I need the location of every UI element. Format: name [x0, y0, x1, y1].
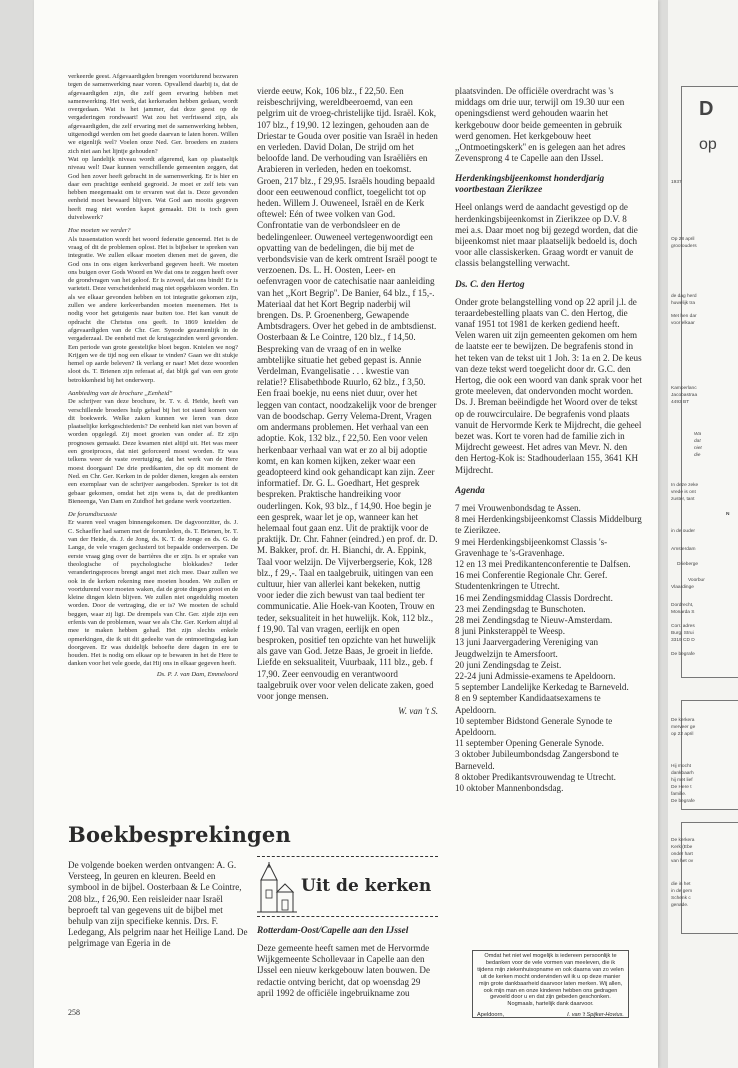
fragment: in de ouder	[671, 529, 696, 534]
news-heading: Rotterdam-Oost/Capelle aan den IJssel	[257, 926, 409, 936]
fragment: dat	[694, 439, 701, 444]
section-title: Boekbesprekingen	[68, 822, 291, 847]
agenda-list	[455, 503, 642, 794]
fragment: niet	[694, 446, 702, 451]
fragment: Dordrecht,	[671, 603, 694, 608]
news-text: Deze gemeente heeft samen met de Hervormde Wijkgemeente Schollevaar in Capelle aan den IJssel een nieuw kerkgebouw laten bouwen. De redactie ontving bericht, dat op woensdag 29 april 1992 de officiële ingebruikname zou	[257, 943, 430, 998]
agenda-item: 22-24 juni Admissie-examens te Apeldoorn.	[455, 670, 616, 681]
section-heading: Hoe moeten we verder?	[68, 227, 131, 235]
agenda-item: 10 september Bidstond Generale Synode te Apeldoorn.	[455, 715, 613, 737]
fragment: 1937	[671, 180, 682, 185]
fragment: De begrafe	[671, 799, 695, 804]
notice-name: I. van 't Spijker-Hovius.	[567, 1012, 624, 1019]
fragment: op 22 april	[671, 732, 694, 737]
agenda-item: 3 oktober Jubileumbondsdag Zangersbond te Barneveld.	[455, 749, 619, 771]
section-text: Er waren veel vragen binnengekomen. De dagvoorzitter, ds. J. C. Schaeffer had samen met de forumleden, ds. T. Brienen, br. T. van der Heide, ds. J. de Jong, ds. K. T. de Jonge en ds. G. de Lange, de vele vragen geclusterd tot bepaalde onderwerpen. De eerste vraag ging over de barrières die er zijn. Is er sprake van theologische of psychologische blokkades? Ieder veranderingsproces brengt angst met zich mee. Daar zullen we ook in de kerken rekening mee moeten houden. We zullen er voortdurend voor moeten waken, dat de grote dingen groot en de kleine dingen klein blijven. We zullen niet ongeduldig moeten worden. Door de vertraging, die er is? We moeten de schuld beggen, waar zij ligt. De drempels van Chr. Ger. zijde zijn een erfenis van de problemen, waar we als Chr. Ger. Kerken altijd al mee te maken hebben gehad. Het zijn slechts enkele opmerkingen, die ik uit dit gedeelte van de ontmoetingsdag kan doorgeven. Er was duidelijk behoefte dere dagen in ere te houden. Het is nodig om elkaar op te bewaren in het de Here te danken voor het vele goede, dat Hij ons in elkaar gegeven heeft.	[68, 519, 238, 668]
fragment: onder hart	[671, 852, 693, 857]
fragment: vrede is ont	[671, 490, 696, 495]
section-heading: De forumdiscussie	[68, 511, 117, 519]
fragment: Vlaardinge	[671, 585, 694, 590]
news-heading: Ds. C. den Hertog	[455, 279, 525, 290]
fragment: hij met lief	[671, 778, 693, 783]
section-text: Als tussenstation wordt het woord federatie genoemd. Het is de vraag of dit de problemen oplost. Het is bijbelser te spreken van integratie. We zullen elkaar moeten dienen met de gaven, die God ons in ons eigen kerkverband gegeven heeft. We moeten ons buigen over Gods Woord en We dat ons te zeggen heeft over de grondvragen van het geloof. Er is zoveel, dat ons bindt! Er is varieteit. Deze verscheidenheid mag niet opgeblazen worden. En als we elkaar gevonden hebben en tot integratie gekomen zijn, zullen we andere kerkverbanden moeten meenemen. Het is nodig voor het getuigenis naar buiten toe. Het kan vanuit de opdracht die Christus ons geeft. In 1869 knielden de afgevaardigden van de Chr. Ger. Synode gezamenlijk in de vergaderzaal. De eenheid met de kruisgezinden werd gevonden. Een periode van grote geestelijke bloei begon. Knielen we nog? Krijgen we de tijd nog een elkaar te vinden? Gaan we dit stukje hemel op aarde beleven? Ik verlang er naar! Met deze woorden sloot ds. T. Brienen zijn referaat af, dat blijk gaf van een grote betrokkenheid bij het onderwerp.	[68, 235, 238, 384]
fragment: zuster, tant	[671, 497, 695, 502]
fragment: 3319 CD D	[671, 638, 695, 643]
agenda-item: 23 mei Zendingsdag te Bunschoten.	[455, 603, 586, 614]
fragment: Op 28 april	[671, 237, 695, 242]
fragment: Drieberge	[677, 562, 699, 567]
fragment: die	[694, 453, 701, 458]
fragment: Wa	[694, 432, 702, 437]
fragment: op	[699, 136, 717, 153]
news-heading: Herdenkingsbijeenkomst honderdjarig voortbestaan Zierikzee	[455, 174, 605, 196]
fragment: die in het	[671, 882, 691, 887]
fragment: Monarda S	[671, 610, 695, 615]
page-number: 258	[68, 1008, 80, 1017]
fragment: huwelijk tra	[671, 301, 695, 306]
agenda-item: 12 en 13 mei Predikantenconferentie te Dalfsen.	[455, 558, 631, 569]
agenda-item: 8 oktober Predikantsvrouwendag te Utrecht.	[455, 771, 616, 782]
fragment: in de gem	[671, 889, 693, 894]
notice-text: Omdat het niet wel mogelijk is iedereen persoonlijk te bedanken voor de vele vormen van meeleven, die ik tijdens mijn ziekenhuisopname en ook daarna van zo velen uit de kerken mocht ondervinden wil ik u op deze manier mijn grote dankbaarheid daarvoor laten merken. Wij allen, ook mijn man en onze kinderen hebben ons gedragen gevoeld door u en dat zijn gebeden geschonken. Nogmaals, hartelijk dank daarvoor.	[477, 953, 624, 1008]
fragment: dankbaarh	[671, 771, 694, 776]
fragment: Schenk c	[671, 896, 691, 901]
next-page	[668, 0, 738, 1068]
agenda-item: 10 oktober Mannenbondsdag.	[455, 782, 564, 793]
fragment: N	[726, 512, 730, 517]
fragment: De Here t	[671, 785, 692, 790]
news-text: Heel onlangs werd de aandacht gevestigd op de herdenkingsbijeenkomst in Zierikzee op D.V. 8 mei a.s. Daar moet nog bij gezegd worden, dat die bijeenkomst niet maar plaatselijk bedoeld is, doch voor alle classiskerken. Graag wordt er vanuit de classis belangstelling verwacht.	[455, 202, 638, 269]
divider	[257, 856, 438, 857]
fragment: D	[699, 98, 714, 120]
notice-signature	[477, 1012, 624, 1019]
agenda-item: 7 mei Vrouwenbondsdag te Assen.	[455, 502, 581, 513]
fragment: grootouders	[671, 244, 697, 249]
agenda-item: 16 mei Conferentie Regionale Chr. Geref. Studentenkringen te Utrecht.	[455, 570, 608, 592]
fragment: Jacobastraa	[671, 393, 698, 398]
fragment: Voorbur	[688, 578, 705, 583]
fragment: De kerkera	[671, 838, 695, 843]
paragraph: plaatsvinden. De officiële overdracht was 's middags om drie uur, terwijl om 19.30 uur een openingsdienst werd gehouden waarin het kerkgebouw door beide gemeenten in gebruik werd genomen. Het kerkgebouw heet ,,Ontmoetingskerk'' en is gelegen aan het adres Zevensprong 4 te Capelle aan den IJssel.	[455, 86, 626, 164]
paragraph: De volgende boeken werden ontvangen: A. G. Versteeg, In geuren en kleuren. Beeld en symbool in de bijbel. Oosterbaan & Le Cointre, 208 blz., f 26,90. Een reisleider naar Israël beproeft tal van gegevens uit de bijbel met behulp van zijn specifieke kennis. Drs. F. Ledegang, Als pelgrim naar het Heilige Land. De pelgrimage van Egeria in de	[68, 860, 248, 949]
fragment: voor elkaar	[671, 321, 695, 326]
church-illustration-icon	[257, 862, 297, 914]
section-heading: Aanbieding van de brochure ,,Eenheid''	[68, 389, 173, 397]
banner-title: Uit de kerken	[301, 876, 432, 896]
author-signature: Ds. P. J. van Dam, Emmeloord	[156, 670, 238, 678]
agenda-item: 9 mei Herdenkingsbijeenkomst Classis 's-Gravenhage te 's-Gravenhage.	[455, 536, 608, 558]
agenda-heading: Agenda	[455, 485, 485, 496]
fragment: merveer ge	[671, 725, 696, 730]
agenda-item: 5 september Landelijke Kerkedag te Barneveld.	[455, 682, 629, 693]
agenda-item: 8 mei Herdenkingsbijeenkomst Classis Middelburg te Zierikzee.	[455, 514, 642, 536]
fragment: De begrafe	[671, 652, 695, 657]
paragraph: Wat op landelijk niveau wordt afgeremd, kan op plaatselijk niveau wel! Daar kunnen verschillende gemeenten zeggen, dat God hen zover heeft gebracht in de samenwerking. Er is hier en daar een prachtige eenheid gegroeid. Je moet er zelf iets van hebben meegemaakt om te ervaren wat dat is. Deze gevonden eenheid moet bewaard blijven. Wat God aan mooits gegeven heeft mag niet worden kapot gemaakt. Dit is toch geen duivelswerk?	[68, 155, 238, 222]
agenda-item: 13 juni Jaarvergadering Vereniging van Jeugdwelzijn te Amersfoort.	[455, 637, 599, 659]
fragment: 4493 BT	[671, 400, 690, 405]
announcement-box	[681, 700, 738, 810]
church-news	[257, 926, 438, 1016]
book-reviews-text: vierde eeuw, Kok, 106 blz., f 22,50. Een reisbeschrijving, wereldbeeroemd, van een pelgrim uit de vroeg-christelijke tijd. Israël. Kok, 107 blz., f 19,90. 12 lezingen, gehouden aan de Driestar te Gouda over positie van Israël in heden en verleden. David Dolan, De strijd om het beloofde land. De verhouding van Israëliërs en Arabieren in verleden, heden en toekomst. Groen, 217 blz., f 29,95. Israëls houding bepaald door een eeuwenoud conflict, toegelicht tot op heden. Willem J. Ouweneel, Israël en de Kerk oftewel: Eén of twee volken van God. Confrontatie van de verbondsleer en de bedelingenleer. Ouweneel vertegenwoordigt een opvatting van de bedelingen, die bij met de verbondsvisie van de kerk omtrent Israël poogt te verzoenen. Ds. L. H. Oosten, Leer- en oefenvragen voor de catechisatie naar aanleiding van het ,,Kort Begrip''. De Banier, 64 blz., f 15,-. Materiaal dat het Kort Begrip naderbij wil brengen. Ds. P. Groenenberg, Gewapende Ambtsdragers. Over het gebed in de ambtsdienst. Oosterbaan & Le Cointre, 120 blz., f 14,50. Bespreking van de vraag of en in welke ambtelijke situatie het gebed gepast is. Annie Verdelman, Evangelisatie . . . kwestie van relatie!? Elisabethbode Ruurlo, 62 blz., f 3,50. Een fraai boekje, nu eens niet duur, over het leggen van contact, noodzakelijk voor de brenger van de boodschap. Gerry Velema-Drent, Vragen om andermans problemen. Het verhaal van een adoptie. Kok, 132 blz., f 22,50. Een voor velen herkenbaar verhaal van wat er zo al bij adoptie komt, en kan komen kijken, zeker waar een geadopteerd kind ook gehandicapt kan zijn. Zeer informatief. Dr. G. L. Goedhart, Het gesprek bespreken. Praktische handreiking voor ouderlingen. Kok, 93 blz., f 14,90. Hoe begin je een gesprek, waar let je op, wanneer kan het helemaal fout gaan enz. Uit de praktijk voor de praktijk. Dr. Chr. Fahner (eindred.) en prof. dr. D. M. Bakker, prof. dr. H. Bianchi, dr. A. Eppink, Taal voor welzijn. De Vijverbergserie, Kok, 128 blz., f 29,-. Taal en taalgebruik, uitingen van een cultuur, hier van allerlei kant bekeken, nuttig voor ieder die zich bewust van taal bedient ter communicatie. Alie Hoek-van Kooten, Trouw en teder, seksualiteit in het huwelijk. Kok, 112 blz., f 19,90. Tal van vragen, eerlijk en open besproken, positief ten opzichte van het huwelijk als gave van God. Jetze Baas, Je groeit in liefde. Liefde en seksualiteit, Vuurbaak, 111 blz., geb. f 17,90. Zeer eenvoudig en verantwoord taalgebruik over voor velen delicate zaken, goed voor jonge mensen.	[257, 86, 438, 701]
agenda-item: 8 en 9 september Kandidaatsexamens te Apeldoorn.	[455, 693, 601, 715]
fragment: Burg. Strui	[671, 631, 694, 636]
section-text: De schrijver van deze brochure, br. T. v. d. Heide, heeft van verschillende broeders hulp gehad bij het tot stand komen van dit boekwerk. Welke zaken kunnen we leren van deze plaatselijke kerkgeschiedenis? De eenheid kan niet van boven af worden opgelegd. Zij moet groeien van onder af. Er zijn prognoses gemaakt. Deze kwamen niet altijd uit. Het was meer een groeiproces, dat niet geforceerd moest worden. Er was telkens weer de vaste overtuiging, dat het werk van de Here moest doorgaan! De drie predikanten, die op dit moment de Ned. en Chr. Ger. Kerken in de polder dienen, kregen als eersten een exemplaar van de schrijver aangeboden. Spreker is tot dit gebaar gekomen, omdat het zijn wens is, dat de predikanten Bieneenga, Van Dam en Zuidhof het gedane werk voortzetten.	[68, 398, 238, 505]
agenda-item: 28 mei Zendingsdag te Nieuw-Amsterdam.	[455, 614, 613, 625]
church-banner	[257, 862, 438, 914]
fragment: familie.	[671, 792, 687, 797]
fragment: Kerk (Ebe	[671, 845, 693, 850]
fragment: Amsterdam	[671, 547, 696, 552]
fragment: Kamperlanc	[671, 386, 697, 391]
fragment: de dag herd	[671, 294, 697, 299]
fragment: Hij mocht	[671, 764, 691, 769]
paragraph: verkeerde geest. Afgevaardigden brengen voortdurend bezwaren tegen de samenwerking naar voren. Opvallend daarbij is, dat de afgevaardigden zijn, die zelf geen ervaring hebben met samenwerking. Het werk, dat kerkeraden hebben gedaan, wordt overgedaan. Wat is het jammer, dat deze geest op de vergaderingen rondwaart! Wat zou het verfrissend zijn, als afgevaardigden, die zelf ervaring met de samenwerking hebben, uitgenodigd werden om het goede daarvan te laten horen. Willen we eigenlijk wel? Voelen onze Ned. Ger. broeders en zusters zich niet aan het lijntje gehouden?	[68, 73, 238, 155]
agenda-item: 8 juni Pinksterappèl te Weesp.	[455, 626, 565, 637]
book-reviews-intro	[68, 860, 248, 950]
author-signature: W. van 't S.	[398, 706, 438, 717]
divider	[257, 916, 438, 917]
news-text: Onder grote belangstelling vond op 22 april j.l. de teraardebestelling plaats van C. den Hertog, die vanaf 1951 tot 1981 de kerken gediend heeft. Velen waren uit zijn gemeenten gekomen om hem de laatste eer te bewijzen. De begrafenis stond in het teken van de tekst uit 1 Joh. 3: 1a en 2. De keus van deze tekst werd toegelicht door dr. G.C. den Hertog, die ook een woord van dank sprak voor het grote meeleven, dat ondervonden mocht worden. Ds. J. Breman beëindigde het Woord over de tekst op de rouwcirculaire. De begrafenis vond plaats vanuit de Hervormde Kerk te Mijdrecht, die geheel bezet was. Kort te voren had de familie zich in Mijdrecht geweest. Het adres van Mevr. N. den den Hertog-Kok is: Stadhouderlaan 155, 3641 KH Mijdrecht.	[455, 296, 642, 475]
fragment: Met hen dar	[671, 314, 697, 319]
thank-you-notice	[472, 950, 629, 1018]
fragment: van het ov	[671, 859, 694, 864]
notice-place: Apeldoorn,	[477, 1012, 505, 1019]
agenda-item: 11 september Opening Generale Synode.	[455, 738, 604, 749]
fragment: genade.	[671, 903, 689, 908]
fragment: De kerkera	[671, 718, 695, 723]
fragment: Corr. adres	[671, 624, 695, 629]
column-3	[455, 86, 642, 944]
column-2	[257, 86, 438, 846]
agenda-item: 16 mei Zendingsmiddag Classis Dordrecht.	[455, 592, 613, 603]
fragment: In deze zeke	[671, 483, 699, 488]
agenda-item: 20 juni Zendingsdag te Zeist.	[455, 659, 562, 670]
